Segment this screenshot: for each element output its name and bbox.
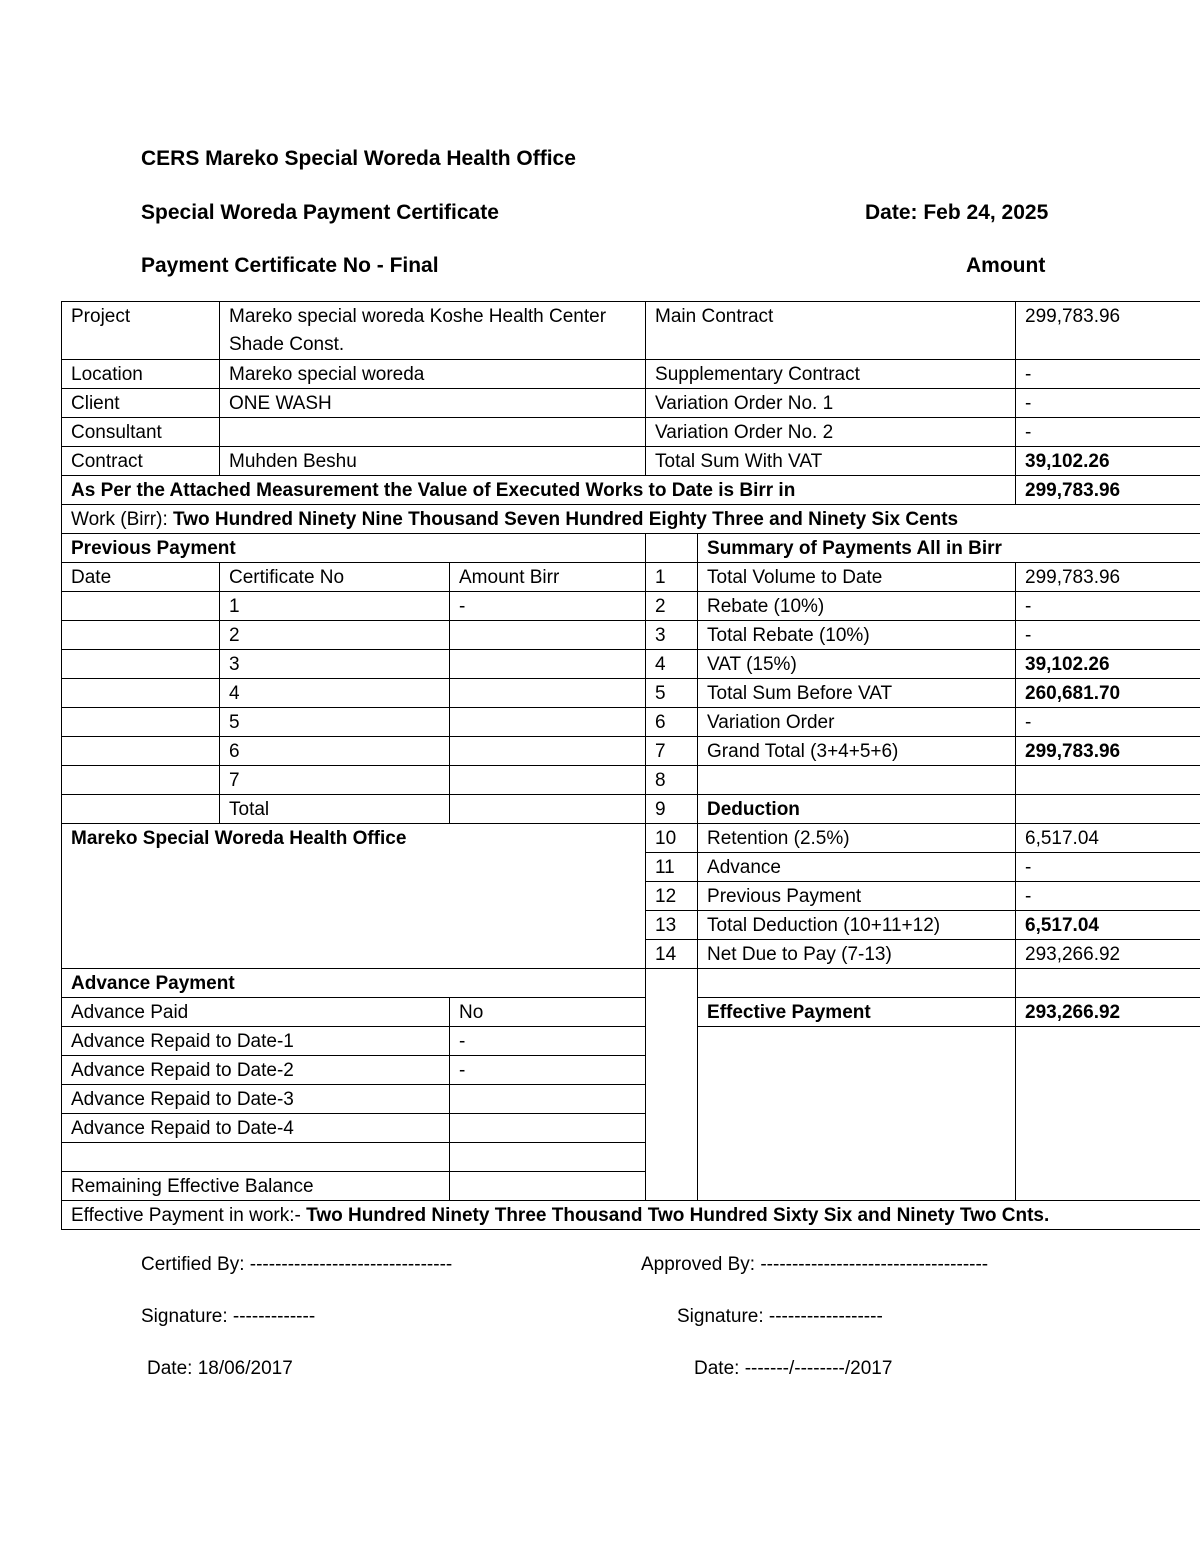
variation-order-2-label: Variation Order No. 2 [646,418,1016,447]
consultant-value [220,418,646,447]
table-row [62,592,1200,621]
summary-label: Variation Order [698,708,1016,737]
advance-label: Advance Paid [62,998,450,1027]
total-sum-vat-label: Total Sum With VAT [646,447,1016,476]
location-label: Location [62,360,220,389]
main-contract-value: 299,783.96 [1016,302,1200,360]
summary-blank-label [698,969,1016,998]
col-certificate-header: Certificate No [220,563,450,592]
summary-blank-value [1016,969,1200,998]
work-words-prefix: Work (Birr): [71,509,174,530]
previous-cert: 2 [220,621,450,650]
location-row [62,360,1200,389]
previous-date [62,766,220,795]
summary-label: Total Sum Before VAT [698,679,1016,708]
summary-number: 6 [646,708,698,737]
office-block: Mareko Special Woreda Health Office [62,824,646,969]
summary-value: 6,517.04 [1016,824,1200,853]
executed-works-value: 299,783.96 [1016,476,1200,505]
certificate-date: Date: Feb 24, 2025 [865,201,1049,224]
effective-words-cell [62,1201,1200,1230]
summary-value: - [1016,592,1200,621]
advance-label: Advance Repaid to Date-4 [62,1114,450,1143]
previous-cert: 4 [220,679,450,708]
summary-value: - [1016,882,1200,911]
previous-cert: 5 [220,708,450,737]
supplementary-contract-label: Supplementary Contract [646,360,1016,389]
summary-value: 39,102.26 [1016,650,1200,679]
previous-total-value [450,795,646,824]
work-words-text: Two Hundred Ninety Nine Thousand Seven Hundred Eighty Three and Ninety Six Cents [173,509,959,530]
previous-amount [450,766,646,795]
summary-value: 299,783.96 [1016,737,1200,766]
summary-number: 5 [646,679,698,708]
summary-blank-label-area [698,1027,1016,1201]
location-value: Mareko special woreda [220,360,646,389]
summary-blank-number-column [646,969,698,1201]
remaining-balance-label: Remaining Effective Balance [62,1172,450,1201]
previous-amount [450,737,646,766]
previous-amount [450,621,646,650]
previous-amount [450,679,646,708]
summary-value: 299,783.96 [1016,563,1200,592]
previous-columns-row [62,563,1200,592]
main-contract-label: Main Contract [646,302,1016,360]
effective-payment-label: Effective Payment [698,998,1016,1027]
summary-value: 293,266.92 [1016,940,1200,969]
previous-payment-title: Previous Payment [62,534,646,563]
col-date-header: Date [62,563,220,592]
advance-label: Advance Repaid to Date-1 [62,1027,450,1056]
effective-words-row [62,1201,1200,1230]
summary-label [698,766,1016,795]
summary-label: Rebate (10%) [698,592,1016,621]
certificate-number: Payment Certificate No - Final [141,254,439,277]
advance-value: - [450,1056,646,1085]
certificate-title: Special Woreda Payment Certificate [141,201,499,224]
payment-certificate-table [61,301,1200,1230]
summary-number: 9 [646,795,698,824]
table-row [62,650,1200,679]
summary-value: - [1016,853,1200,882]
summary-blank-value-area [1016,1027,1200,1201]
contract-value: Muhden Beshu [220,447,646,476]
effective-words-text: Two Hundred Ninety Three Thousand Two Hundred Sixty Six and Ninety Two Cnts. [306,1205,1050,1226]
summary-label: Total Volume to Date [698,563,1016,592]
work-words-cell [62,505,1200,534]
previous-amount [450,650,646,679]
summary-number: 2 [646,592,698,621]
summary-label: Total Rebate (10%) [698,621,1016,650]
client-label: Client [62,389,220,418]
summary-number: 1 [646,563,698,592]
summary-number: 13 [646,911,698,940]
previous-date [62,679,220,708]
signature-right: Signature: ------------------ [677,1306,883,1327]
section-headers-row [62,534,1200,563]
effective-payment-value: 293,266.92 [1016,998,1200,1027]
summary-number: 11 [646,853,698,882]
variation-order-2-value: - [1016,418,1200,447]
summary-value: 6,517.04 [1016,911,1200,940]
contract-label: Contract [62,447,220,476]
previous-date [62,708,220,737]
previous-date [62,737,220,766]
advance-value [450,1085,646,1114]
effective-words-prefix: Effective Payment in work:- [71,1205,307,1226]
summary-value: - [1016,708,1200,737]
consultant-label: Consultant [62,418,220,447]
summary-label: Grand Total (3+4+5+6) [698,737,1016,766]
table-row [62,824,1200,853]
advance-label: Advance Repaid to Date-3 [62,1085,450,1114]
client-row [62,389,1200,418]
table-row [62,737,1200,766]
summary-number: 4 [646,650,698,679]
date-right: Date: -------/--------/2017 [694,1358,893,1379]
project-value: Mareko special woreda Koshe Health Center Shade Const. [220,302,646,360]
col-amount-header: Amount Birr [450,563,646,592]
table-row [62,621,1200,650]
remaining-balance-value [450,1172,646,1201]
summary-label: Total Deduction (10+11+12) [698,911,1016,940]
contract-row [62,447,1200,476]
variation-order-1-value: - [1016,389,1200,418]
summary-title: Summary of Payments All in Birr [698,534,1200,563]
previous-date [62,795,220,824]
summary-number: 10 [646,824,698,853]
advance-blank-value [450,1143,646,1172]
table-row [62,766,1200,795]
previous-amount [450,708,646,737]
summary-number: 3 [646,621,698,650]
approved-by: Approved By: ------------------------------------ [641,1254,989,1275]
summary-label: Advance [698,853,1016,882]
supplementary-contract-value: - [1016,360,1200,389]
summary-label: Net Due to Pay (7-13) [698,940,1016,969]
work-words-row [62,505,1200,534]
executed-works-label: As Per the Attached Measurement the Value of Executed Works to Date is Birr in [62,476,1016,505]
executed-works-row [62,476,1200,505]
previous-date [62,621,220,650]
project-label: Project [62,302,220,360]
table-row [62,998,1200,1027]
summary-value [1016,766,1200,795]
table-row [62,679,1200,708]
amount-label: Amount [966,254,1046,277]
previous-date [62,592,220,621]
table-row [62,795,1200,824]
summary-label: VAT (15%) [698,650,1016,679]
previous-date [62,650,220,679]
advance-value: No [450,998,646,1027]
advance-blank-label [62,1143,450,1172]
summary-value: 260,681.70 [1016,679,1200,708]
summary-label: Retention (2.5%) [698,824,1016,853]
advance-value: - [450,1027,646,1056]
previous-total-label: Total [220,795,450,824]
summary-value [1016,795,1200,824]
office-title: CERS Mareko Special Woreda Health Office [141,147,576,170]
project-row [62,302,1200,360]
signature-left: Signature: ------------- [141,1306,316,1327]
summary-number: 14 [646,940,698,969]
date-left: Date: 18/06/2017 [147,1358,293,1379]
advance-title-row [62,969,1200,998]
summary-label: Previous Payment [698,882,1016,911]
advance-payment-title: Advance Payment [62,969,646,998]
client-value: ONE WASH [220,389,646,418]
variation-order-1-label: Variation Order No. 1 [646,389,1016,418]
summary-blank-number [646,534,698,563]
summary-number: 8 [646,766,698,795]
summary-number: 7 [646,737,698,766]
deduction-title: Deduction [698,795,1016,824]
summary-number: 12 [646,882,698,911]
summary-value: - [1016,621,1200,650]
table-row [62,1027,1200,1056]
table-row [62,708,1200,737]
total-sum-vat-value: 39,102.26 [1016,447,1200,476]
advance-label: Advance Repaid to Date-2 [62,1056,450,1085]
previous-cert: 1 [220,592,450,621]
previous-cert: 6 [220,737,450,766]
previous-cert: 3 [220,650,450,679]
previous-cert: 7 [220,766,450,795]
advance-value [450,1114,646,1143]
consultant-row [62,418,1200,447]
certified-by: Certified By: -------------------------------- [141,1254,453,1275]
previous-amount: - [450,592,646,621]
